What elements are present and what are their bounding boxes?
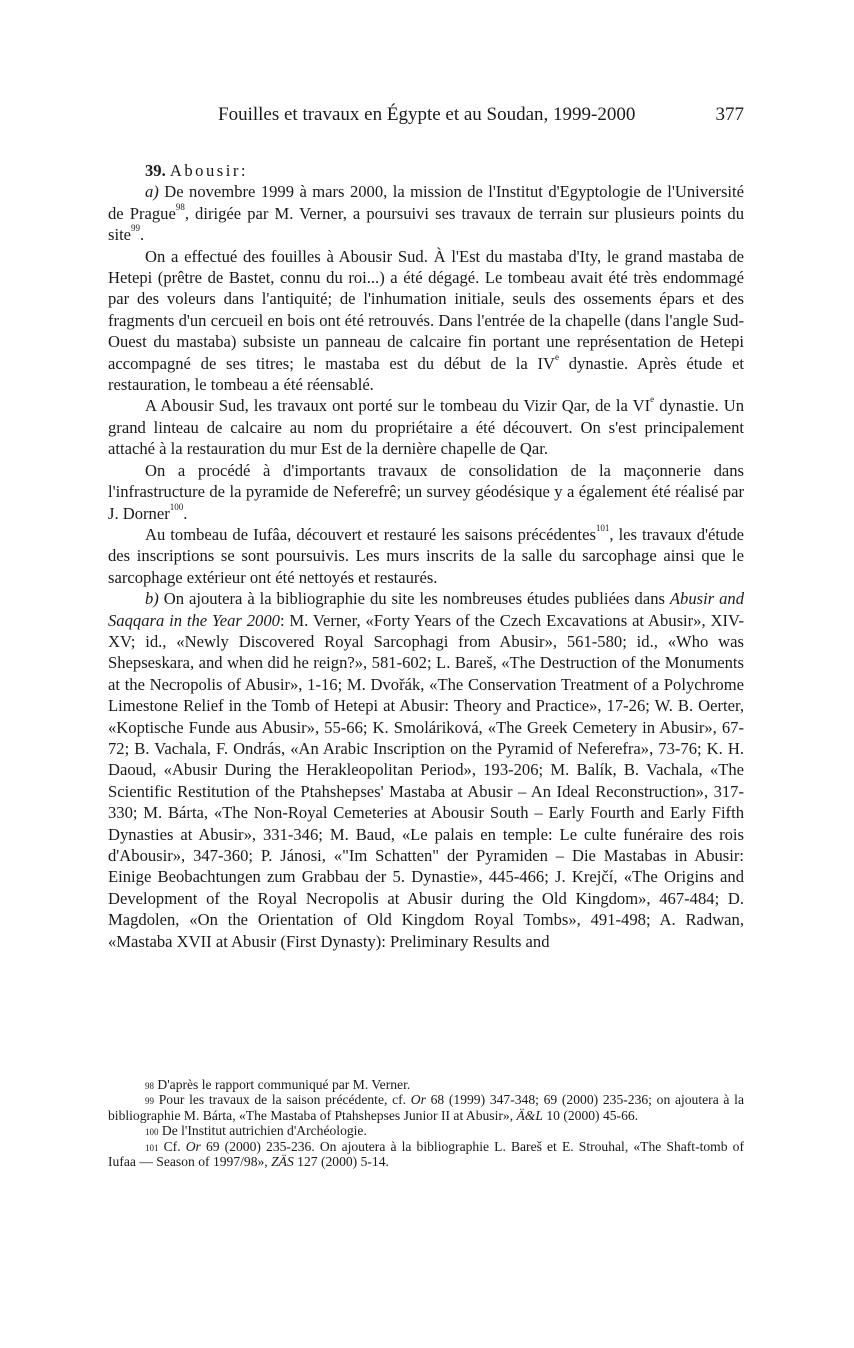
paragraph-text: , les travaux d'étude des inscriptions se sont poursuivis. Les murs inscrits de la salle du sarcophage ainsi que le sarcophage extérieur ont été nettoyés et restaurés. <box>108 524 744 587</box>
footnote-100 <box>108 1123 744 1138</box>
footnote-ref-99[interactable]: 99 <box>131 223 141 234</box>
paragraph-text: On ajoutera à la bibliographie du site les nombreuses études publiées dans <box>158 589 670 609</box>
footnote-text: Cf. <box>158 1138 186 1154</box>
section-heading <box>108 160 744 181</box>
paragraph-text: dynastie. Un grand linteau de calcaire au nom du propriétaire a été découvert. On s'est principalement attaché à la restauration du mur Est de la dernière chapelle de Qar. <box>108 396 744 459</box>
footnote-text: 127 (2000) 5-14. <box>293 1154 389 1170</box>
footnote-number: 100 <box>145 1127 159 1138</box>
footnote-ref-100[interactable]: 100 <box>169 501 184 512</box>
footnote-number: 99 <box>145 1096 154 1107</box>
paragraph-text: On a effectué des fouilles à Abousir Sud. À l'Est du mastaba d'Ity, le grand mastaba de Hetepi (prêtre de Bastet, connu du roi...) a été dégagé. Le tombeau avait été très endommagé par des voleurs dans l'antiquité; de l'inhumation initiale, seuls des ossements épars et des fragments d'un cercueil en bois ont été retrouvés. Dans l'entrée de la chapelle (dans l'angle Sud-Ouest du mastaba) subsiste un panneau de calcaire fin portant une représentation de Hetepi accompagné de ses titres; le mastaba est du début de la IV <box>108 246 744 373</box>
paragraph-a <box>108 181 744 245</box>
paragraph-label: b) <box>145 589 159 609</box>
footnote-ref-101[interactable]: 101 <box>595 522 610 533</box>
paragraph-b-bibliography <box>108 588 744 952</box>
paragraph-text: A Abousir Sud, les travaux ont porté sur le tombeau du Vizir Qar, de la VI <box>145 396 651 416</box>
paragraph-text: De novembre 1999 à mars 2000, la mission de l'Institut d'Egyptologie de l'Université de Prague <box>108 182 744 223</box>
footnote-number: 98 <box>145 1081 154 1091</box>
footnote-text: De l'Institut autrichien d'Archéologie. <box>158 1123 367 1139</box>
paragraph-text: dynastie. Après étude et restauration, le tombeau a été réensablé. <box>108 353 744 395</box>
footnotes <box>108 1077 744 1169</box>
footnote-text: 69 (2000) 235-236. On ajoutera à la bibliographie L. Bareš et E. Strouhal, «The Shaft-tomb of Iufaa — Season of 1997/98», <box>108 1138 744 1170</box>
footnote-text: 68 (1999) 347-348; 69 (2000) 235-236; on ajoutera à la bibliographie M. Bárta, «The Mastaba of Ptahshepses Junior II at Abusir», <box>108 1092 744 1123</box>
footnote-98 <box>108 1077 744 1092</box>
main-text <box>108 160 744 952</box>
paragraph-text: Au tombeau de Iufâa, découvert et restauré les saisons précédentes <box>145 524 596 544</box>
paragraph-qar <box>108 395 744 459</box>
ordinal-sup: e <box>650 394 655 405</box>
journal-abbrev: ZÄS <box>271 1154 294 1170</box>
book-title: Abusir and Saqqara in the Year 2000 <box>108 589 744 630</box>
footnote-101 <box>108 1139 744 1170</box>
section-number: 39. <box>145 161 166 180</box>
footnote-number: 101 <box>145 1142 159 1153</box>
paragraph-text: : M. Verner, «Forty Years of the Czech Excavations at Abusir», XIV-XV; id., «Newly Discovered Royal Sarcophagi from Abusir», 561-580; id., «Who was Shepseskara, and when did he reign?», 581-602; L. Bareš, «The Destruction of the Monuments at the Necropolis of Abusir», 1-16; M. Dvořák, «The Conservation Treatment of a Polychrome Limestone Relief in the Tomb of Hetepi at Abusir: Theory and Practice», 17-26; W. B. Oerter, «Koptische Funde aus Abusir», 55-66; K. Smoláriková, «The Greek Cemetery in Abusir», 67-72; B. Vachala, F. Ondrás, «An Arabic Inscription on the Pyramid of Neferefra», 73-76; K. H. Daoud, «Abusir During the Herakleopolitan Period», 193-206; M. Balík, B. Vachala, «The Scientific Restitution of the Ptahshepses' Mastaba at Abusir – An Ideal Reconstruction», 317-330; M. Bárta, «The Non-Royal Cemeteries at Abousir South – Early Fourth and Early Fifth Dynasties at Abusir», 331-346; M. Baud, «Le palais en temple: Le culte funéraire des rois d'Abousir», 347-360; P. Jánosi, «"Im Schatten" der Pyramiden – Die Mastabas in Abusir: Einige Beobachtungen zum Grabbau der 5. Dynastie», 445-466; J. Krejčí, «The Origins and Development of the Royal Necropolis at Abusir during the Old Kingdom», 467-484; D. Magdolen, «On the Orientation of Old Kingdom Royal Tombs», 491-498; A. Radwan, «Mastaba XVII at Abusir (First Dynasty): Preliminary Results and <box>108 610 744 951</box>
footnote-text: 10 (2000) 45-66. <box>542 1107 639 1123</box>
section-title: Abousir: <box>169 161 248 180</box>
paragraph-neferefre <box>108 460 744 524</box>
ordinal-sup: e <box>555 351 560 362</box>
journal-abbrev: Or <box>185 1138 201 1154</box>
paragraph-iufaa <box>108 524 744 588</box>
footnote-ref-98[interactable]: 98 <box>175 201 185 212</box>
page-header <box>108 104 744 134</box>
page-number: 377 <box>715 104 744 125</box>
footnote-text: D'après le rapport communiqué par M. Verner. <box>154 1077 411 1092</box>
footnote-text: Pour les travaux de la saison précédente, cf. <box>154 1092 411 1108</box>
running-title: Fouilles et travaux en Égypte et au Soudan, 1999-2000 <box>218 104 636 125</box>
paragraph-text: On a procédé à d'importants travaux de consolidation de la maçonnerie dans l'infrastructure de la pyramide de Neferefrê; un survey géodésique y a également été réalisé par J. Dorner <box>108 460 744 523</box>
paragraph-label: a) <box>145 182 159 202</box>
journal-abbrev: Ä&L <box>516 1107 543 1123</box>
paragraph-hetepi <box>108 246 744 396</box>
paragraph-text: . <box>183 503 188 523</box>
journal-abbrev: Or <box>410 1092 426 1108</box>
paragraph-text: , dirigée par M. Verner, a poursuivi ses travaux de terrain sur plusieurs points du site <box>108 203 744 245</box>
footnote-99 <box>108 1092 744 1123</box>
paragraph-text: . <box>140 225 145 245</box>
